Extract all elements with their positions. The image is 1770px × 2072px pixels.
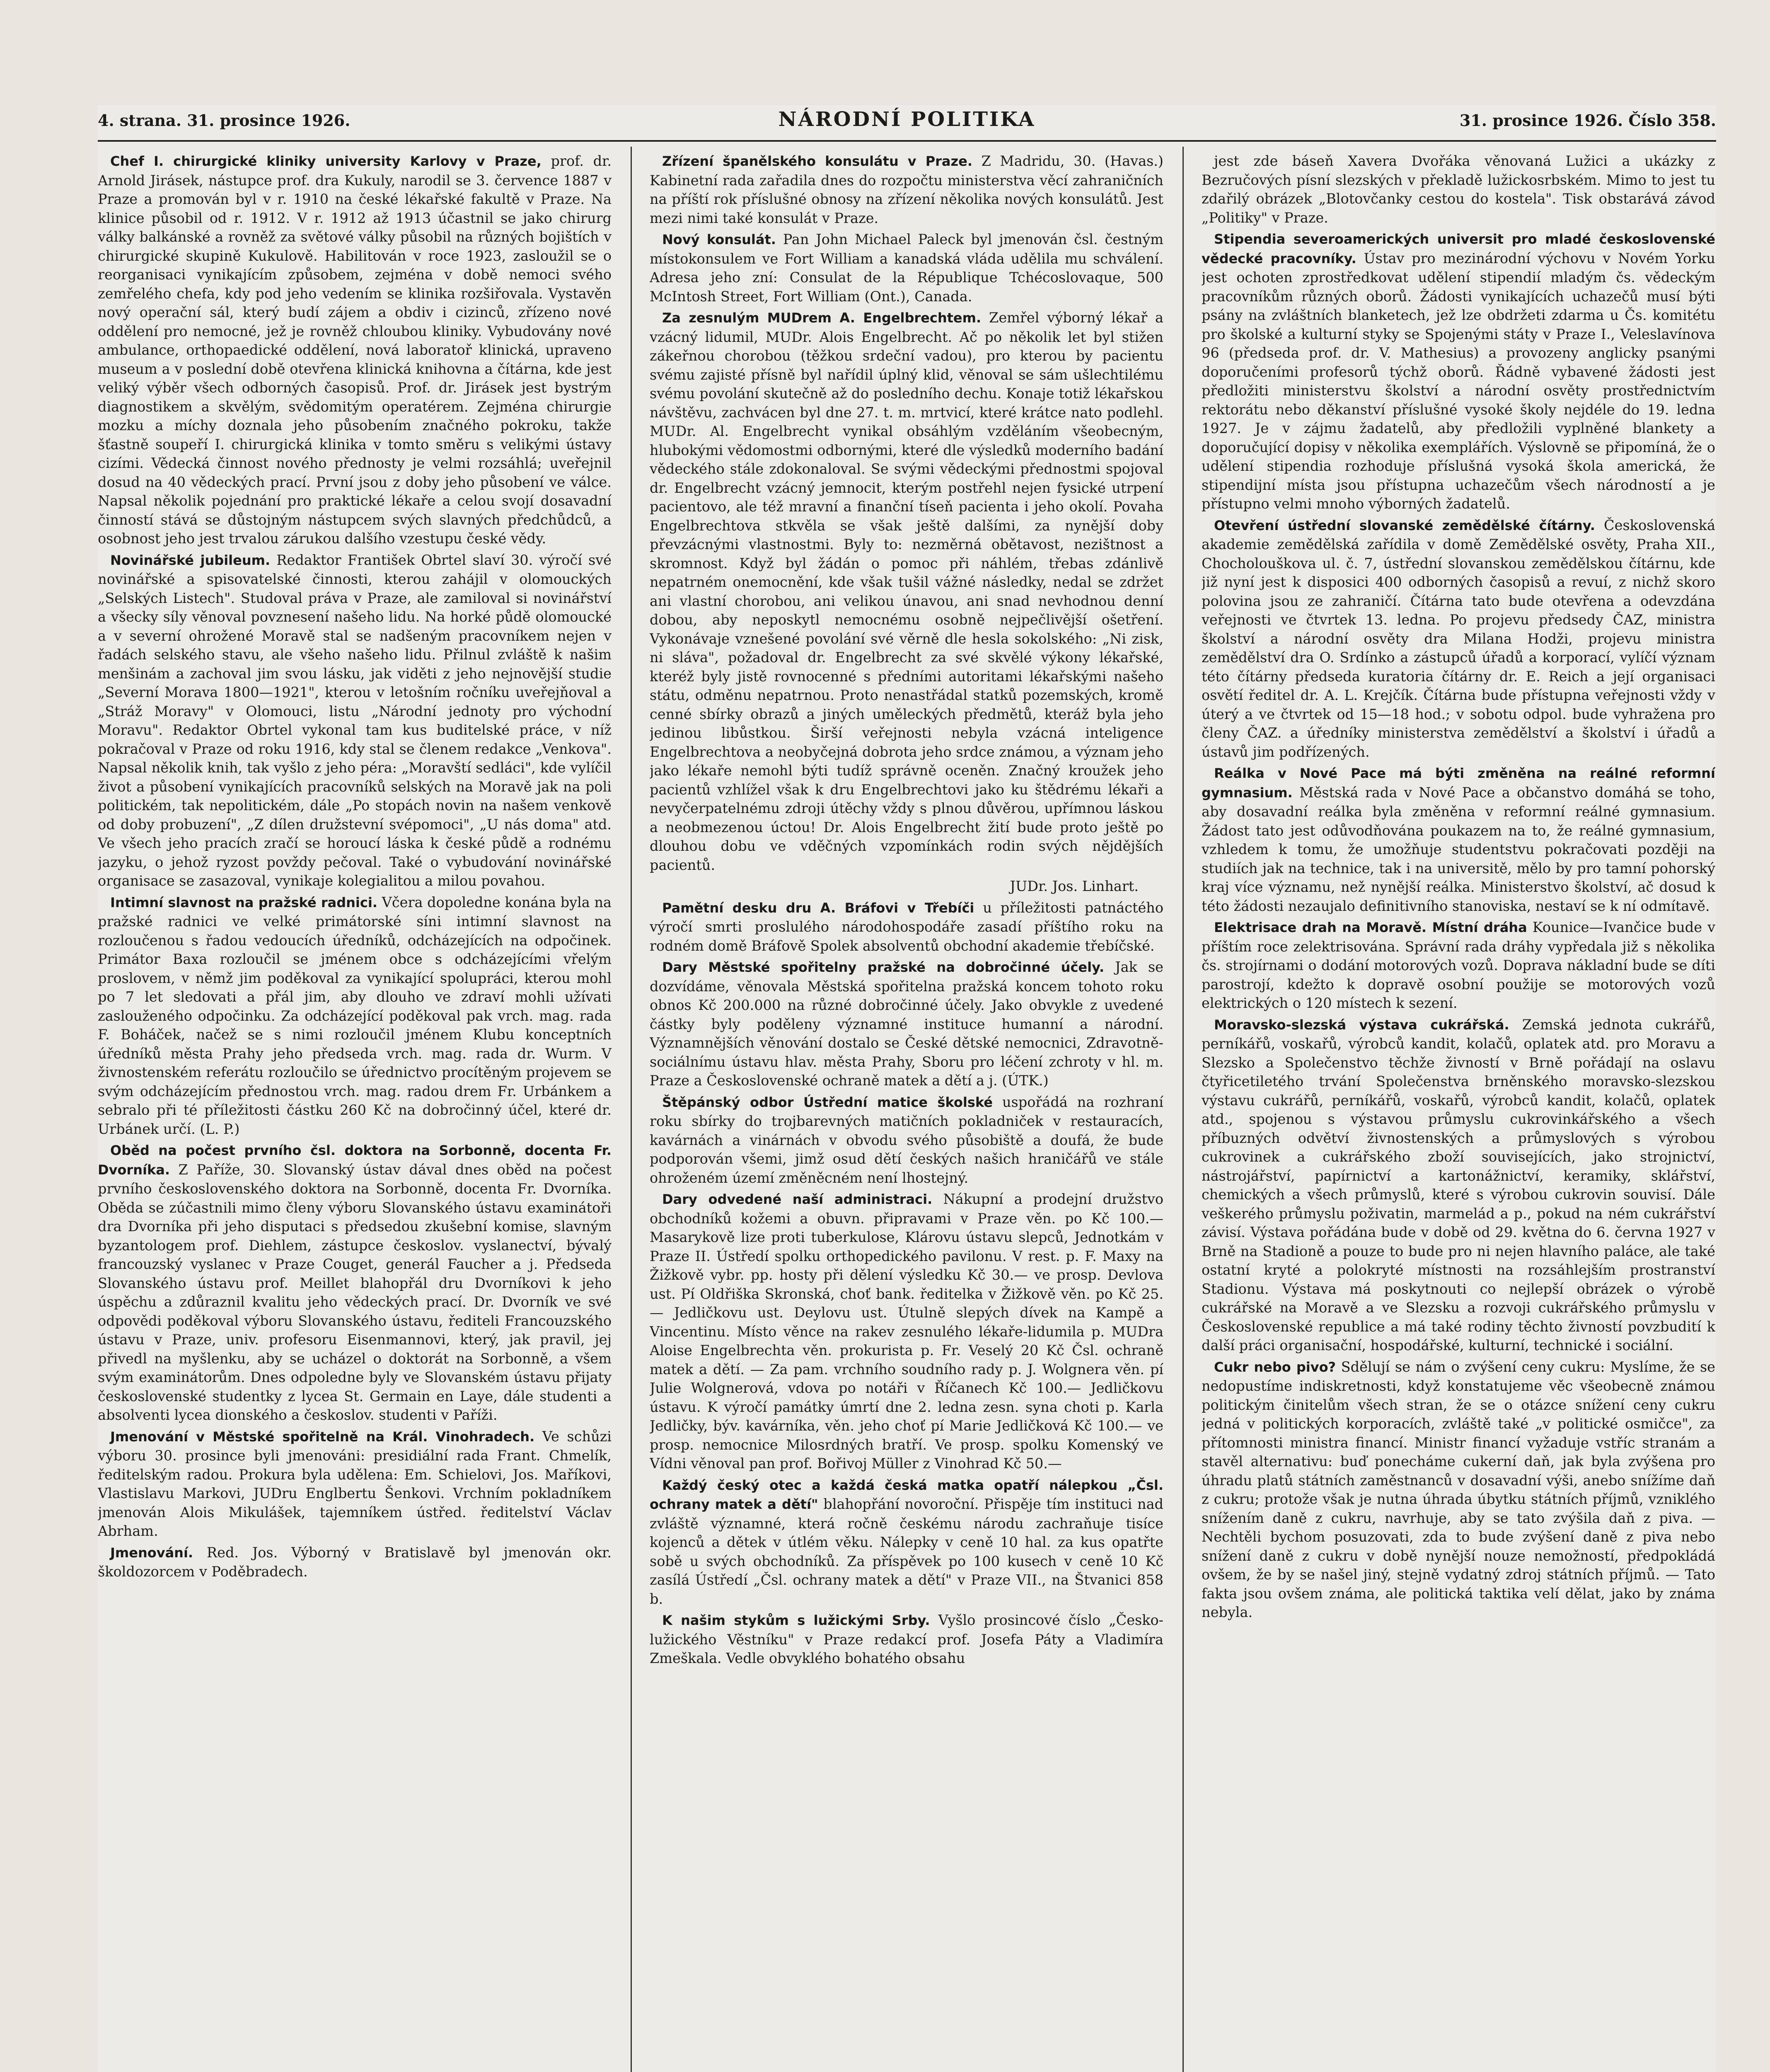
article-headline: Jmenování. <box>110 1544 193 1561</box>
article-body: jest zde báseň Xavera Dvořáka věnovaná Lužici a ukázky z Bezručových písní slezských v překladě lužickosrbském. Mimo to jest tu zdařilý obrázek „Blotovčanky cestou do kostela". Tisk obstarává závod „Politiky" v Praze. <box>1202 153 1715 226</box>
column-2 <box>650 152 1163 2072</box>
article <box>1202 1015 1715 1355</box>
article-body: Sdělují se nám o zvýšení ceny cukru: Myslíme, že se nedopustíme indiskretnosti, když konstatujeme věc všeobecně známou politickým činitelům všech stran, že se o otázce snížení ceny cukru jedná v politických korporacích, zvláště také „v politické osmičce", za přítomnosti ministra financí. Ministr financí vyžaduje vstříc stranám a stavěl alternativu: buď ponecháme cukerní daň, jak byla zvýšena pro úhradu platů státních zaměstnanců v dosavadní výši, anebo snížíme daň z cukru; protože však je nutna úhrada úbytku státních příjmů, vzniklého snížením daně z cukru, navrhuje, aby se tato zvýšila daň z piva. — Nechtěli bychom posuzovati, zda to bude zvýšení daně z piva nebo snížení daně z cukru v době nynější nouze nemožností, předpokládá ovšem, že by se našel jiný, stejně vydatný zdroj státních příjmů. — Tato fakta jsou ovšem známa, ale politická taktika velí dělat, jako by známa nebyla. <box>1202 1358 1715 1620</box>
article <box>98 152 612 548</box>
header-right: 31. prosince 1926. Číslo 358. <box>1459 111 1716 130</box>
article <box>1202 152 1715 227</box>
article-headline: Stipendia severoamerických universit pro mladé československé vědecké pracovníky. <box>1202 231 1715 266</box>
article-headline: K našim stykům s lužickými Srby. <box>662 1612 930 1628</box>
article-body: Nákupní a prodejní družstvo obchodníků kožemi a obuvn. připravami v Praze věn. po Kč 100.— Masarykově lize proti tuberkulose, Klárovu ústavu slepců, Jednotkám v Praze II. Ústředí spolku orthopedického pavilonu. V rest. p. F. Maxy na Žižkově vybr. pp. hosty při dělení výsledku Kč 30.— ve prosp. Devlova ust. Pí Oldřiška Skronská, choť bank. ředitelka v Žižkově věn. po Kč 25.— Jedličkovu ust. Deylovu ust. Útulně slepých dívek na Kampě a Vincentinu. Místo věnce na rakev zesnulého lékaře-lidumila p. MUDra Aloise Engelbrechta věn. prokurista p. Fr. Veselý 20 Kč Čsl. ochraně matek a dětí. — Za pam. vrchního soudního rady p. J. Wolgnera věn. pí Julie Wolgnerová, vdova po notáři v Říčanech Kč 100.— Jedličkovu ústavu. K výročí památky úmrtí dne 2. ledna zesn. syna choti p. Karla Jedličky, býv. kavárníka, věn. jeho choť pí Marie Jedličková Kč 100.— ve prosp. nemocnice Milosrdných bratří. Ve prosp. spolku Komenský ve Vídni věnoval pan prof. Bořivoj Müller z Vinohrad Kč 50.— <box>650 1191 1163 1472</box>
article <box>650 1611 1163 1668</box>
header-left: 4. strana. 31. prosince 1926. <box>98 111 351 130</box>
article <box>1202 918 1715 1013</box>
column-3 <box>1202 152 1715 2072</box>
article <box>98 1141 612 1425</box>
article-headline: Cukr nebo pivo? <box>1214 1359 1336 1375</box>
article-headline: Novinářské jubileum. <box>110 552 271 568</box>
article-body: Ve schůzi výboru 30. prosince byli jmenováni: presidiální rada Frant. Chmelík, ředitelským radou. Prokura byla udělena: Em. Schielovi, Jos. Maříkovi, Vlastislavu Markovi, JUDru Englbertu Šenkovi. Vrchním pokladníkem jmenován Alois Mikulášek, tajemníkem ústřed. ředitelství Václav Abrham. <box>98 1428 612 1539</box>
article-headline: Za zesnulým MUDrem A. Engelbrechtem. <box>662 310 982 326</box>
article-headline: Chef I. chirurgické kliniky university Karlovy v Praze, <box>110 153 542 169</box>
article-body: Z Paříže, 30. Slovanský ústav dával dnes oběd na počest prvního československého doktora na Sorbonně, docenta Fr. Dvorníka. Oběda se zúčastnili mimo členy výboru Slovanského ústavu examinátoři dra Dvorníka při jeho disputaci s předsedou zkušební komise, slavným byzantologem prof. Diehlem, zástupce českoslov. vyslanectví, bývalý francouzský vyslanec v Praze Couget, generál Faucher a j. Předseda Slovanského ústavu prof. Meillet blahopřál dru Dvorníkovi k jeho úspěchu a zdůraznil kvalitu jeho vědeckých prací. Dr. Dvorník ve své odpovědi poděkoval výboru Slovanského ústavu, řediteli Francouzského ústavu v Praze, univ. profesoru Eisenmannovi, který, jak pravil, jej přivedl na myšlenku, aby se ucházel o doktorát na Sorbonně, a všem svým examinátorům. Dnes odpoledne byly ve Slovanském ústavu přijaty československé studentky z lycea St. Germain en Laye, dále studenti a absolventi lycea dionského a českoslov. studenti v Paříži. <box>98 1161 612 1423</box>
article <box>98 893 612 1139</box>
column-1 <box>98 152 612 2072</box>
article-headline: Dary odvedené naší administraci. <box>662 1191 933 1207</box>
article <box>650 152 1163 228</box>
article-body: Zemřel výborný lékař a vzácný lidumil, MUDr. Alois Engelbrecht. Ač po několik let byl stižen zákeřnou chorobou (těžkou srdeční vadou), pro kterou by pacientu svému zajisté přísně byl nařídil úplný klid, věnoval se sám ušlechtilému svému povolání skutečně až do posledního dechu. Konaje totiž lékařskou návštěvu, zachvácen byl dne 27. t. m. mrtvicí, které krátce nato podlehl. MUDr. Al. Engelbrecht vynikal obsáhlým vzděláním všeobecným, hlubokými vědomostmi odbornými, které dle výsledků moderního badání vědeckého stále zdokonaloval. Se svými vědeckými přednostmi spojoval dr. Engelbrecht vzácný jemnocit, kterým postřehl nejen fysické utrpení pacientovo, ale též mravní a finanční tíseň pacienta i jeho okolí. Povaha Engelbrechtova stkvěla se však ještě dalšími, za nynější doby převzácnými vlastnostmi. Byly to: nezměrná obětavost, nezištnost a skromnost. Když byl žádán o pomoc při náhlém, třebas zdánlivě nepatrném onemocnění, kde však tušil vážné následky, nedal se zdržet ani vlastní chorobou, ani velikou únavou, ani snad nevhodnou denní dobou, aby neposkytl nemocnému osobně nejpečlivější ošetření. Vykonávaje vznešené povolání své věrně dle hesla sokolského: „Ni zisk, ni sláva", požadoval dr. Engelbrecht za své skvělé výkony lékařské, kteréž byly jistě rovnocenné s předními autoritami lékařskými našeho státu, odměnu nepatrnou. Proto nenastřádal statků pozemských, kromě cenné sbírky obrazů a jiných uměleckých předmětů, kteráž byla jeho jedinou libůstkou. Širší veřejnosti nebyla vzácná inteligence Engelbrechtova a neobyčejná dobrota jeho srdce známou, a význam jeho jako lékaře nemohl býti tudíž správně oceněn. Značný kroužek jeho pacientů vzhlížel však k dru Engelbrechtovi jako ku štědrému lékaři a nevyčerpatelnému zdroji útěchy vždy s plnou důvěrou, upřímnou láskou a neobmezenou úctou! Dr. Alois Engelbrecht žití bude proto ještě po dlouhou dobu ve vděčných vzpomínkách rodin svých nějdějších pacientů. <box>650 310 1163 873</box>
newspaper-page <box>98 105 1716 2072</box>
article-body: Red. Jos. Výborný v Bratislavě byl jmenován okr. školdozorcem v Poděbradech. <box>98 1544 612 1580</box>
article <box>98 551 612 891</box>
article-signature: JUDr. Jos. Linhart. <box>1010 878 1139 894</box>
article-body: Jak se dozvídáme, věnovala Městská spořitelna pražská koncem tohoto roku obnos Kč 200.000 na různé dobročinné účely. Jako obvykle z uvedené částky byly poděleny významné instituce humanní a národní. Významnějších věnování dostalo se České dětské nemocnici, Zdravotně-sociálnímu ústavu hlav. města Prahy, Sboru pro léčení zchroty v hl. m. Praze a Československé ochraně matek a dětí a j. (ÚTK.) <box>650 959 1163 1089</box>
article-headline: Reálka v Nové Pace má býti změněna na reálné reformní gymnasium. <box>1202 765 1715 801</box>
article-headline: Každý český otec a každá česká matka opatří nálepkou „Čsl. ochrany matek a dětí" <box>650 1477 1163 1512</box>
article-headline: Pamětní desku dru A. Bráfovi v Třebíči <box>662 900 974 916</box>
article-headline: Jmenování v Městské spořitelně na Král. Vinohradech. <box>110 1428 535 1445</box>
article <box>1202 230 1715 513</box>
article-headline: Elektrisace drah na Moravě. Místní dráha <box>1214 920 1527 935</box>
article-body: Pan John Michael Paleck byl jmenován čsl. čestným místokonsulem ve Fort William a kanadská vláda udělila mu schválení. Adresa jeho zní: Consulat de la République Tchécoslovaque, 500 McIntosh Street, Fort William (Ont.), Canada. <box>650 231 1163 305</box>
article-body: u příležitosti patnáctého výročí smrti proslulého národohospodáře zasadí příštího roku na rodném domě Bráfově Spolek absolventů obchodní akademie třebíčské. <box>650 899 1163 954</box>
article-headline: Dary Městské spořitelny pražské na dobročinné účely. <box>662 959 1105 975</box>
article <box>650 230 1163 306</box>
header-rule <box>98 140 1716 142</box>
article-body: Včera dopoledne konána byla na pražské radnici ve velké primátorské síni intimní slavnost na rozloučenou s řadou vedoucích úředníků, odcházejících na odpočinek. Primátor Baxa rozloučil se jménem obce s odcházejícími vřelým proslovem, v němž jim poděkoval za vynikající spolupráci, kterou mohl po 7 let sledovati a přál jim, aby dlouho ve zdraví mohli užívati zaslouženého odpočinku. Za odcházející poděkoval pak vrch. mag. rada F. Boháček, načež se s nimi rozloučil jménem Klubu konceptních úředníků města Prahy jeho předseda vrch. mag. rada dr. Wurm. V živnostenském referátu rozloučilo se úřednictvo procítěným projevem se svým odcházejícím přednostou vrch. mag. radou drem Fr. Urbánkem a sebralo při té příležitosti částku 260 Kč na dobročinný účel, které dr. Urbánek určí. (L. P.) <box>98 894 612 1137</box>
masthead-title: NÁRODNÍ POLITIKA <box>778 108 1036 131</box>
article-body: Ústav pro mezinárodní výchovu v Novém Yorku jest ochoten zprostředkovat udělení stipendií mladým čs. vědeckým pracovníkům různých oborů. Žádosti vynikajících uchazečů musí býti psány na zvláštních blanketech, jež lze obdržeti zdarma u Čs. komitétu pro školské a kulturní styky se Spojenými státy v Praze I., Veleslavínova 96 (předseda prof. dr. V. Mathesius) a provozeny anglicky psanými doporučeními profesorů týchž oborů. Řádně vybavené žádosti jest předložiti ministerstvu školství a národní osvěty prostřednictvím rektorátu nebo děkanství příslušné vysoké školy nejdéle do 19. ledna 1927. Je v zájmu žadatelů, aby předložili vyplněné blankety a doporučující dopisy v několika exemplářích. Výslovně se připomíná, že o udělení stipendia rozhoduje příslušná vysoká škola americká, že stipendijní místa jsou přístupna uchazečům všech národností a je přístupno velmi mnoho výborných žadatelů. <box>1202 250 1715 512</box>
column-divider <box>1182 147 1184 2072</box>
article-body: prof. dr. Arnold Jirásek, nástupce prof. dra Kukuly, narodil se 3. července 1887 v Praze a promován byl v r. 1910 na české lékařské fakultě v Praze. Na klinice působil od r. 1912. V r. 1912 až 1913 účastnil se jako chirurg války balkánské a rovněž za světové války působil na různých bojištích v chirurgické skupině Kukulově. Habilitován v roce 1923, zasloužil se o reorganisaci vynikajícím způsobem, zejména v době nemoci svého zemřelého chefa, kdy pod jeho vedením se klinika rozšiřovala. Vystavěn nový operační sál, který budí zájem a obdiv i cizinců, zřízeno nové oddělení pro nemocné, jež je rovněž chloubou kliniky. Vybudovány nové ambulance, orthopaedické oddělení, nová laboratoř klinická, upraveno museum a v poslední době otevřena klinická knihovna a čítárna, kde jest veliký výběr všech odborných časopisů. Prof. dr. Jirásek jest bystrým diagnostikem a skvělým, svědomitým operatérem. Zejména chirurgie mozku a míchy doznala jeho působením značného pokroku, takže šťastně soupeří I. chirurgická klinika v tomto směru s velikými ústavy cizími. Vědecká činnost nového přednosty je velmi rozsáhlá; uveřejnil dosud na 40 vědeckých prací. První jsou z doby jeho působení ve válce. Napsal několik pojednání pro praktické lékaře a celou svojí dosavadní činností stává se důstojným nástupcem svých slavných předchůdců, a osobnost jeho jest trvalou zárukou dalšího vzestupu české vědy. <box>98 153 612 547</box>
article-body: Kounice—Ivančice bude v příštím roce zelektrisována. Správní rada dráhy vypředala již s několika čs. strojírnami o dodání motorových vozů. Doprava nákladní bude se díti parostrojí, kdežto k dopravě osobní použije se motorových vozů elektrických o 120 místech k sezení. <box>1202 919 1715 1011</box>
article <box>650 958 1163 1090</box>
article <box>650 1093 1163 1188</box>
article <box>1202 764 1715 915</box>
article-body: Městská rada v Nové Pace a občanstvo domáhá se toho, aby dosavadní reálka byla změněna v reformní reálné gymnasium. Žádost tato jest odůvodňována poukazem na to, že reálné gymnasium, vzhledem k tomu, že umožňuje studentstvu pokračovati později na studiích jak na technice, tak i na universitě, mělo by pro tamní pohorský kraj více významu, než nynější reálka. Ministerstvo školství, ač dosud k této žádosti nezaujalo definitivního stanoviska, nestaví se k ní odmítavě. <box>1202 784 1715 914</box>
article-headline: Intimní slavnost na pražské radnici. <box>110 894 377 910</box>
column-divider <box>631 147 632 2072</box>
article-body: uspořádá na rozhraní roku sbírky do trojbarevných matičních pokladniček v restauracích, kavárnách a vinárnách v obvodu svého působiště a doufá, že bude podporován všemi, jimž osud dětí českých našich hraničářů ve stále ohroženém území změněcném není lhostejný. <box>650 1094 1163 1186</box>
article-headline: Moravsko-slezská výstava cukrářská. <box>1214 1017 1509 1033</box>
article-body: Z Madridu, 30. (Havas.) Kabinetní rada zařadila dnes do rozpočtu ministerstva věcí zahraničních na příští rok příslušné obnosy na zřízení několika nových konsulátů. Jest mezi nimi také konsulát v Praze. <box>650 153 1163 226</box>
article-body: blahopřání novoroční. Přispěje tím instituci nad zvláště významné, která ročně českému národu zachraňuje tisíce kojenců a dětek v útlém věku. Nálepky v ceně 10 hal. za kus opatřte sobě u svých obchodníků. Za příspěvek po 100 kusech v ceně 10 Kč zasílá Ústředí „Čsl. ochrany matek a dětí" v Praze VII., na Štvanici 858 b. <box>650 1496 1163 1607</box>
article <box>650 1476 1163 1609</box>
article-body: Redaktor František Obrtel slaví 30. výročí své novinářské a spisovatelské činnosti, kterou zahájil v olomouckých „Selských Listech". Studoval práva v Praze, ale zamiloval si novinářství a všecky síly věnoval povznesení našeho lidu. Na horké půdě olomoucké a v severní ohrožené Moravě stal se nadšeným pracovníkem nejen v řadách selského stavu, ale všeho našeho lidu. Přilnul zvláště k našim menšinám a zachoval jim svou lásku, jak viděti z jeho nejnovější studie „Severní Morava 1800—1921", kterou v letošním ročníku uveřejňoval a „Stráž Moravy" v Olomouci, listu „Národní jednoty pro východní Moravu". Redaktor Obrtel vykonal tam kus buditelské práce, v níž pokračoval v Praze od roku 1916, kdy stal se členem redakce „Venkova". Napsal několik knih, tak vyšlo z jeho péra: „Moravští sedláci", kde vylíčil život a působení vynikajících pracovníků selských na Moravě jak na poli politickém, tak nepolitickém, dále „Po stopách novin na našem venkově od doby probuzení", „Z dílen družstevní svépomoci", „U nás doma" atd. Ve všech jeho pracích zračí se horoucí láska k české půdě a rodnému jazyku, o jehož ryzost povždy pečoval. Také o vybudování novinářské organisace se zasazoval, vynikaje kolegialitou a milou povahou. <box>98 552 612 889</box>
article-headline: Nový konsulát. <box>662 232 776 247</box>
page-header <box>98 105 1716 134</box>
article <box>98 1427 612 1541</box>
article <box>1202 1358 1715 1622</box>
article-body: Vyšlo prosincové číslo „Česko-lužického Věstníku" v Praze redakcí prof. Josefa Páty a Vladimíra Zmeškala. Vedle obvyklého bohatého obsahu <box>650 1612 1163 1666</box>
article-body: Československá akademie zemědělská zařídila v domě Zemědělské osvěty, Praha XII., Chocholouškova ul. č. 7, ústřední slovanskou zemědělskou čítárnu, kde již nyní jest k disposici 400 odborných časopisů a revuí, z nichž skoro polovina jsou ze zahraničí. Čítárna tato bude otevřena a odevzdána veřejnosti ve čtvrtek 13. ledna. Po projevu předsedy ČAZ, ministra školství a národní osvěty dra Milana Hodži, projevu ministra zemědělství dra O. Srdínko a zástupců úřadů a korporací, vylíčí význam této čítárny předseda kuratoria čítárny dr. E. Reich a její organisaci osvětí ředitel dr. A. L. Krejčík. Čítárna bude přístupna veřejnosti vždy v úterý a ve čtvrtek od 15—18 hod.; v sobotu odpol. bude vyhražena pro členy ČAZ. a úředníky ministerstva zemědělství a školství i úřadů a ústavů jim podřízených. <box>1202 517 1715 760</box>
article <box>1202 516 1715 762</box>
article-headline: Otevření ústřední slovanské zemědělské čítárny. <box>1214 517 1595 533</box>
article <box>650 898 1163 956</box>
article <box>650 308 1163 874</box>
article <box>98 1543 612 1581</box>
article-headline: Oběd na počest prvního čsl. doktora na Sorbonně, docenta Fr. Dvorníka. <box>98 1143 612 1178</box>
article-body: Zemská jednota cukrářů, perníkářů, voskařů, výrobců kandit, kolačů, oplatek atd. pro Moravu a Slezsko a Společenstvo těchže živností v Brně pořádají na oslavu čtyřicetiletého trvání Společenstva brněnského moravsko-slezskou výstavu cukrářů, perníkářů, voskařů, výrobců kandit, kolačů, oplatek atd., spojenou s výstavou průmyslu cukrovinkářského a všech příbuzných odvětví živnostenských a průmyslových s výrobou cukrovinek a cukrářského zboží souvisejících, jako strojnictví, nástrojářství, papírnictví a kartonážnictví, keramiky, sklářství, chemických a všech průmyslů, které s výrobou cukrovin souvisí. Dále veškerého průmyslu poživatin, marmelád a p., pokud na ném cukrářství závisí. Výstava pořádána bude v době od 29. května do 6. června 1927 v Brně na Stadioně a pouze to bude pro ni nejen hlavního paláce, ale také ostatní kryté a polokryté místnosti na rozsáhlejším prostranství Stadionu. Výstava má poskytnouti co nejlepší obrázek o výrobě cukrářské na Moravě a ve Slezsku a rozvoji cukrářského průmyslu v Československé republice a má také rodiny těchto živností povzbudití k další práci organisační, hospodářské, kulturní, technické i sociální. <box>1202 1016 1715 1353</box>
article-headline: Zřízení španělského konsulátu v Praze. <box>662 153 973 169</box>
article <box>650 1190 1163 1473</box>
article-headline: Štěpánský odbor Ústřední matice školské <box>662 1094 993 1110</box>
